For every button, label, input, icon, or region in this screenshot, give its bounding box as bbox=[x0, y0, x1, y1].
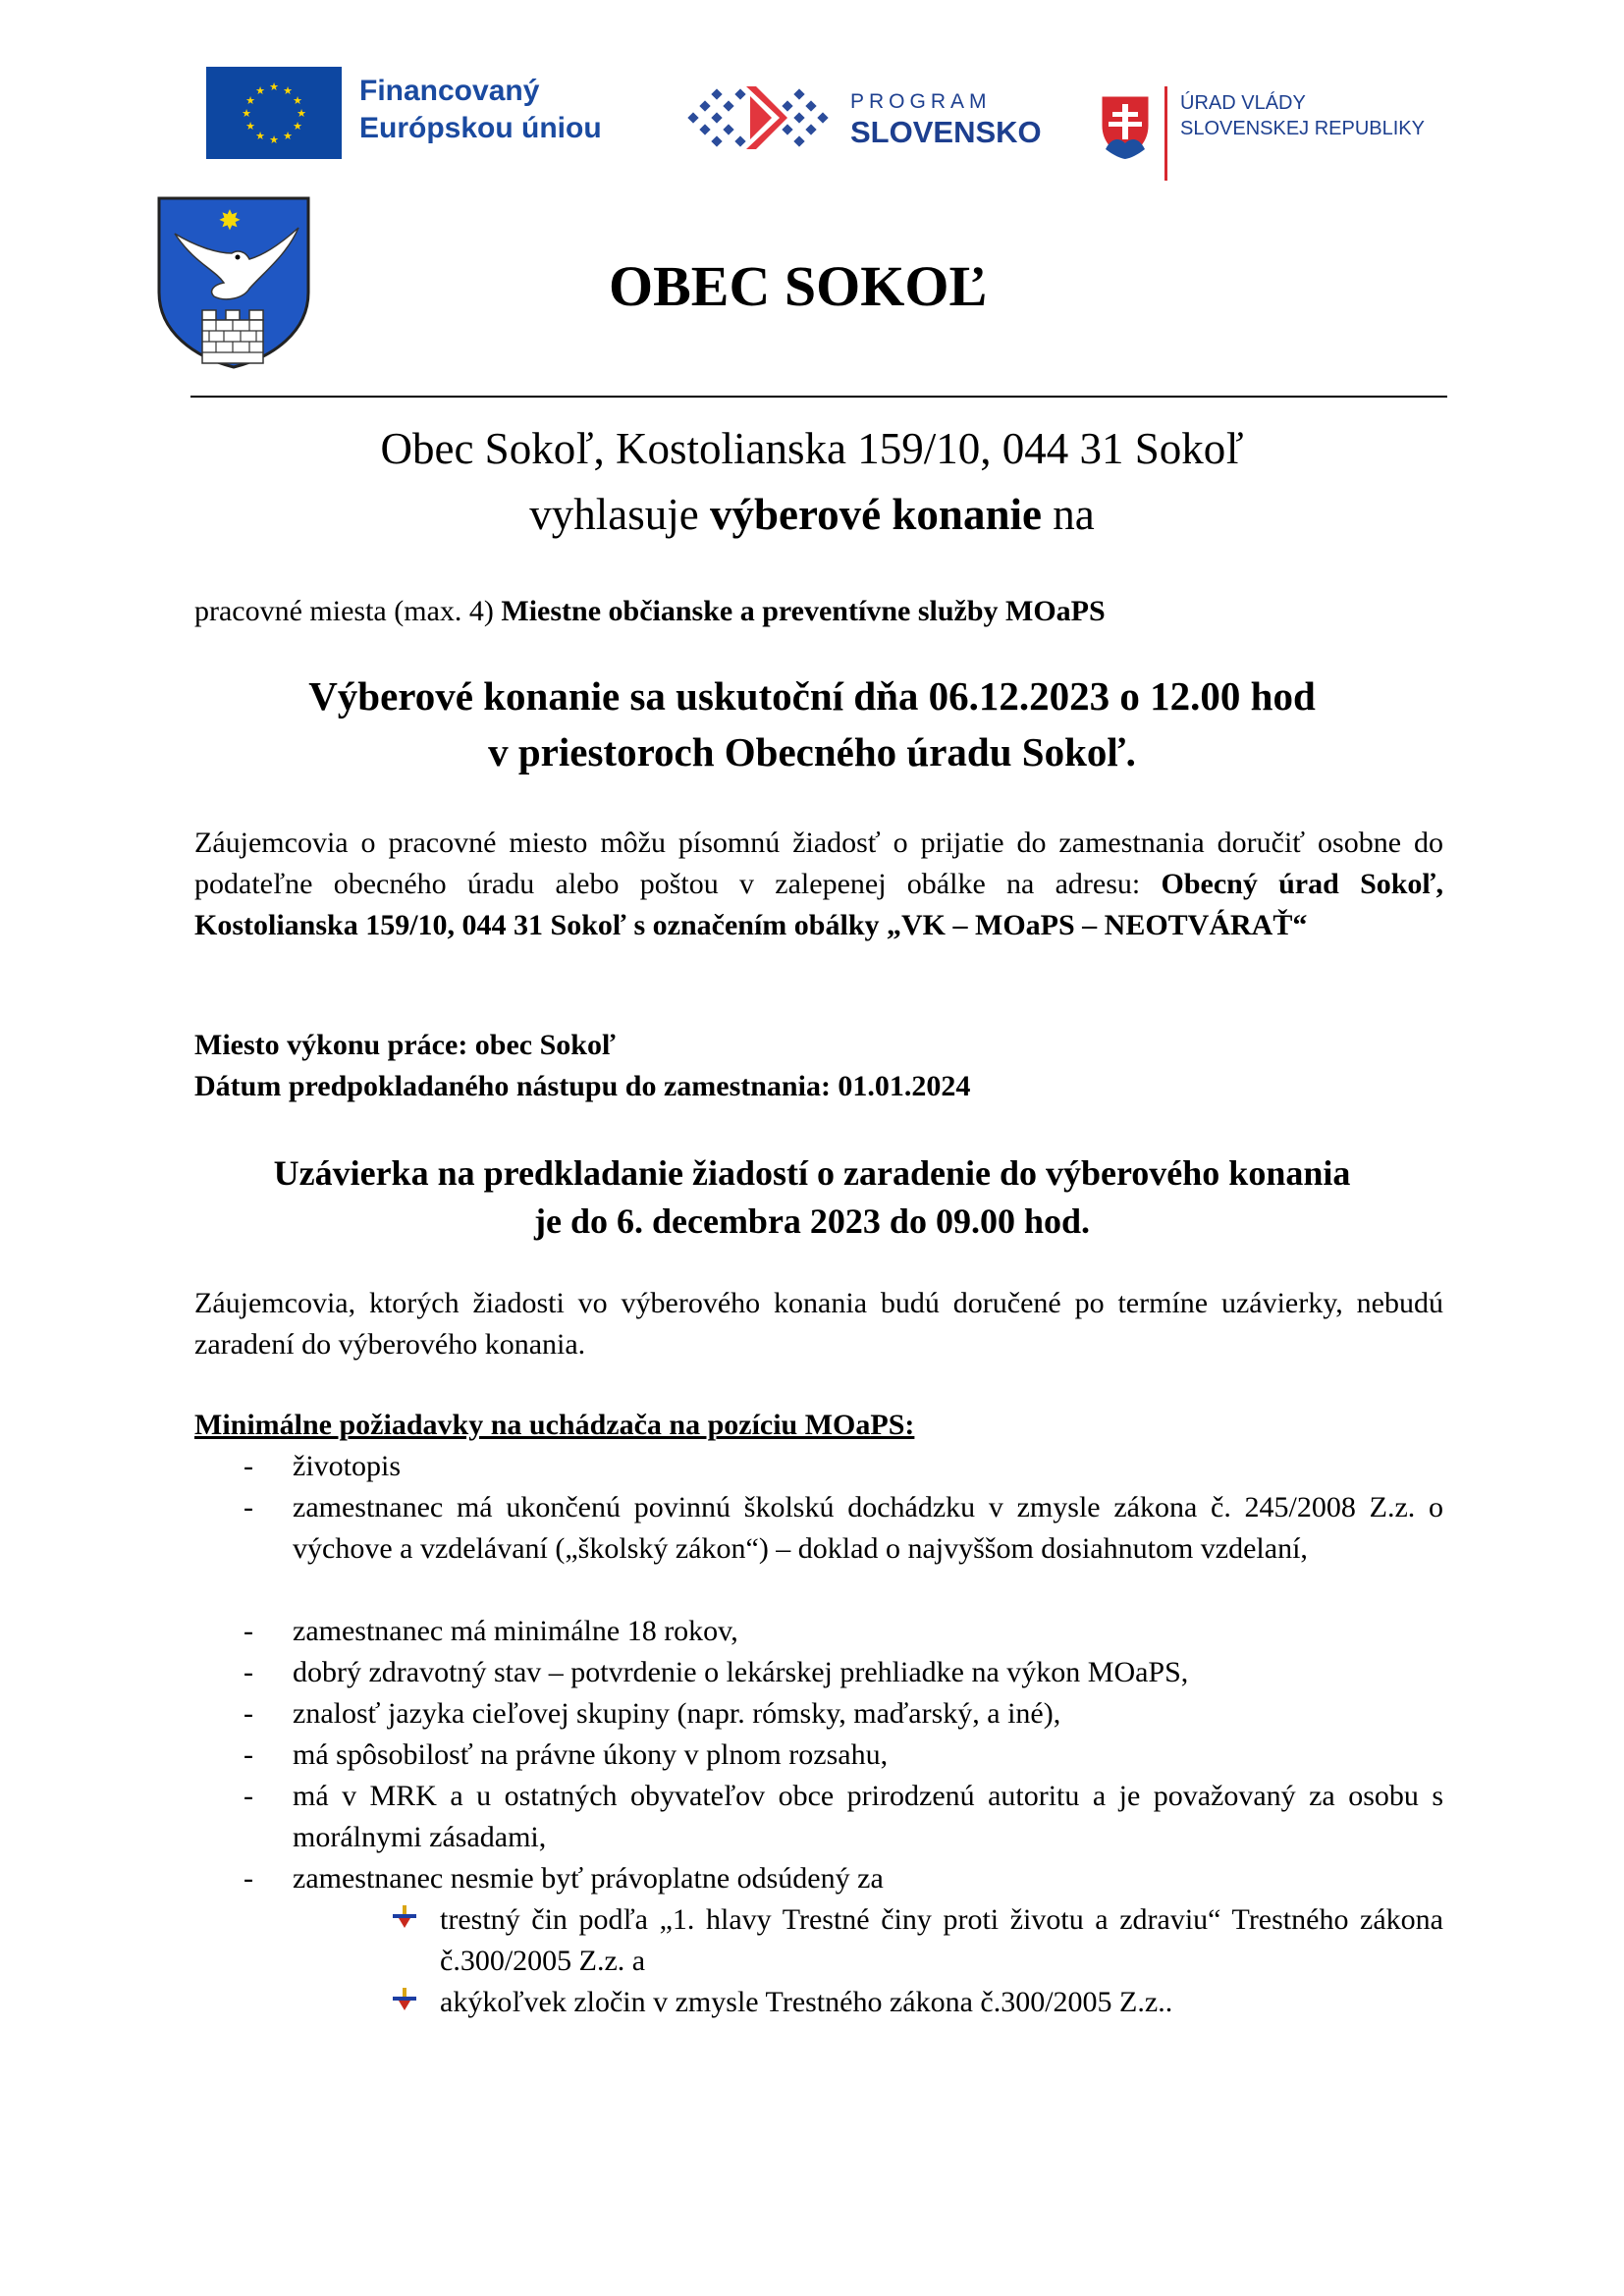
svg-text:★: ★ bbox=[255, 130, 265, 142]
submission-text: Záujemcovia o pracovné miesto môžu písomnú žiadosť o prijatie do zamestnania doručiť osobne do podateľne obecného úradu alebo poštou v zalepenej obálke na adresu: bbox=[194, 827, 1443, 900]
program-logo-line2: SLOVENSKO bbox=[850, 115, 1042, 149]
work-place: Miesto výkonu práce: obec Sokoľ bbox=[194, 1029, 617, 1061]
list-dash: - bbox=[244, 1738, 253, 1771]
program-slovensko-logo bbox=[685, 79, 833, 159]
start-date: Dátum predpokladaného nástupu do zamestnania: 01.01.2024 bbox=[194, 1070, 971, 1102]
deadline-date: je do 6. decembra 2023 do 09.00 hod. bbox=[534, 1201, 1090, 1241]
arrow-bullet-icon bbox=[390, 1985, 419, 2014]
late-notice: Záujemcovia, ktorých žiadosti vo výberového konania budú doručené po termíne uzávierky, nebudú zaradení do výberového konania. bbox=[194, 1287, 1443, 1361]
svg-text:★: ★ bbox=[269, 133, 279, 146]
svg-text:★: ★ bbox=[283, 84, 293, 97]
svg-text:★: ★ bbox=[255, 84, 265, 97]
svg-text:★: ★ bbox=[293, 94, 302, 107]
list-subitem: trestný čin podľa „1. hlavy Trestné činy proti životu a zdraviu“ Trestného zákona č.300/2005 Z.z. a bbox=[440, 1903, 1443, 1977]
list-item: má v MRK a u ostatných obyvateľov obce prirodzenú autoritu a je považovaný za osobu s morálnymi zásadami, bbox=[293, 1780, 1443, 1853]
intro-address: Obec Sokoľ, Kostolianska 159/10, 044 31 Sokoľ bbox=[380, 424, 1244, 473]
government-logo-text bbox=[1180, 90, 1425, 141]
event-place: v priestoroch Obecného úradu Sokoľ. bbox=[488, 729, 1136, 774]
list-dash: - bbox=[244, 1656, 253, 1688]
submission-address: Obecný úrad Sokoľ, Kostolianska 159/10, 044 31 Sokoľ s označením obálky „VK – MOaPS – NEOTVÁRAŤ“ bbox=[194, 868, 1443, 941]
eu-flag-icon bbox=[206, 67, 342, 159]
eu-logo-line2: Európskou úniou bbox=[359, 112, 602, 144]
list-item: znalosť jazyka cieľovej skupiny (napr. rómsky, maďarský, a iné), bbox=[293, 1697, 1061, 1730]
list-item: zamestnanec má minimálne 18 rokov, bbox=[293, 1615, 738, 1647]
positions-text: pracovné miesta (max. 4) bbox=[194, 595, 502, 627]
svg-text:★: ★ bbox=[283, 130, 293, 142]
event-date: Výberové konanie sa uskutoční dňa 06.12.2023 o 12.00 hod bbox=[308, 673, 1316, 719]
intro-text: vyhlasuje bbox=[529, 490, 711, 539]
slovak-coat-of-arms-icon bbox=[1098, 92, 1153, 161]
list-item: zamestnanec nesmie byť právoplatne odsúdený za bbox=[293, 1862, 884, 1895]
eu-funding-logo-text bbox=[359, 73, 602, 147]
list-dash: - bbox=[244, 1780, 253, 1812]
svg-text:★: ★ bbox=[293, 120, 302, 133]
intro-bold-text: výberové konanie bbox=[710, 490, 1042, 539]
list-subitem: akýkoľvek zločin v zmysle Trestného zákona č.300/2005 Z.z.. bbox=[440, 1986, 1173, 2018]
list-dash: - bbox=[244, 1862, 253, 1895]
sokol-coat-of-arms-icon bbox=[155, 194, 312, 371]
deadline-heading: Uzávierka na predkladanie žiadostí o zaradenie do výberového konania bbox=[273, 1153, 1351, 1193]
list-item: má spôsobilosť na právne úkony v plnom rozsahu, bbox=[293, 1738, 889, 1771]
list-dash: - bbox=[244, 1615, 253, 1647]
eu-logo-line1: Financovaný bbox=[359, 75, 540, 107]
svg-text:★: ★ bbox=[269, 80, 279, 93]
svg-text:★: ★ bbox=[245, 120, 255, 133]
header-divider bbox=[190, 396, 1447, 398]
list-dash: - bbox=[244, 1697, 253, 1730]
page-title: OBEC SOKOĽ bbox=[609, 254, 988, 318]
list-item: životopis bbox=[293, 1450, 401, 1482]
list-dash: - bbox=[244, 1450, 253, 1482]
requirements-heading: Minimálne požiadavky na uchádzača na pozíciu MOaPS: bbox=[194, 1409, 915, 1441]
arrow-bullet-icon bbox=[390, 1902, 419, 1932]
svg-text:★: ★ bbox=[242, 107, 251, 120]
government-logo-line2: SLOVENSKEJ REPUBLIKY bbox=[1180, 118, 1425, 139]
svg-text:★: ★ bbox=[297, 107, 306, 120]
svg-text:★: ★ bbox=[245, 94, 255, 107]
program-logo-line1: PROGRAM bbox=[850, 90, 992, 113]
submission-paragraph bbox=[194, 823, 1443, 946]
government-logo-divider bbox=[1164, 86, 1167, 181]
intro-announcement bbox=[0, 488, 1624, 541]
list-item: dobrý zdravotný stav – potvrdenie o lekárskej prehliadke na výkon MOaPS, bbox=[293, 1656, 1189, 1688]
svg-text:✸: ✸ bbox=[218, 204, 242, 237]
intro-text-end: na bbox=[1041, 490, 1095, 539]
government-logo-line1: ÚRAD VLÁDY bbox=[1180, 92, 1306, 114]
list-item: zamestnanec má ukončenú povinnú školskú dochádzku v zmysle zákona č. 245/2008 Z.z. o výchove a vzdelávaní („školský zákon“) – doklad o najvyššom dosiahnutom vzdelaní, bbox=[293, 1491, 1443, 1565]
positions-paragraph bbox=[194, 591, 1443, 632]
positions-bold-text: Miestne občianske a preventívne služby MOaPS bbox=[501, 595, 1106, 627]
list-dash: - bbox=[244, 1491, 253, 1523]
